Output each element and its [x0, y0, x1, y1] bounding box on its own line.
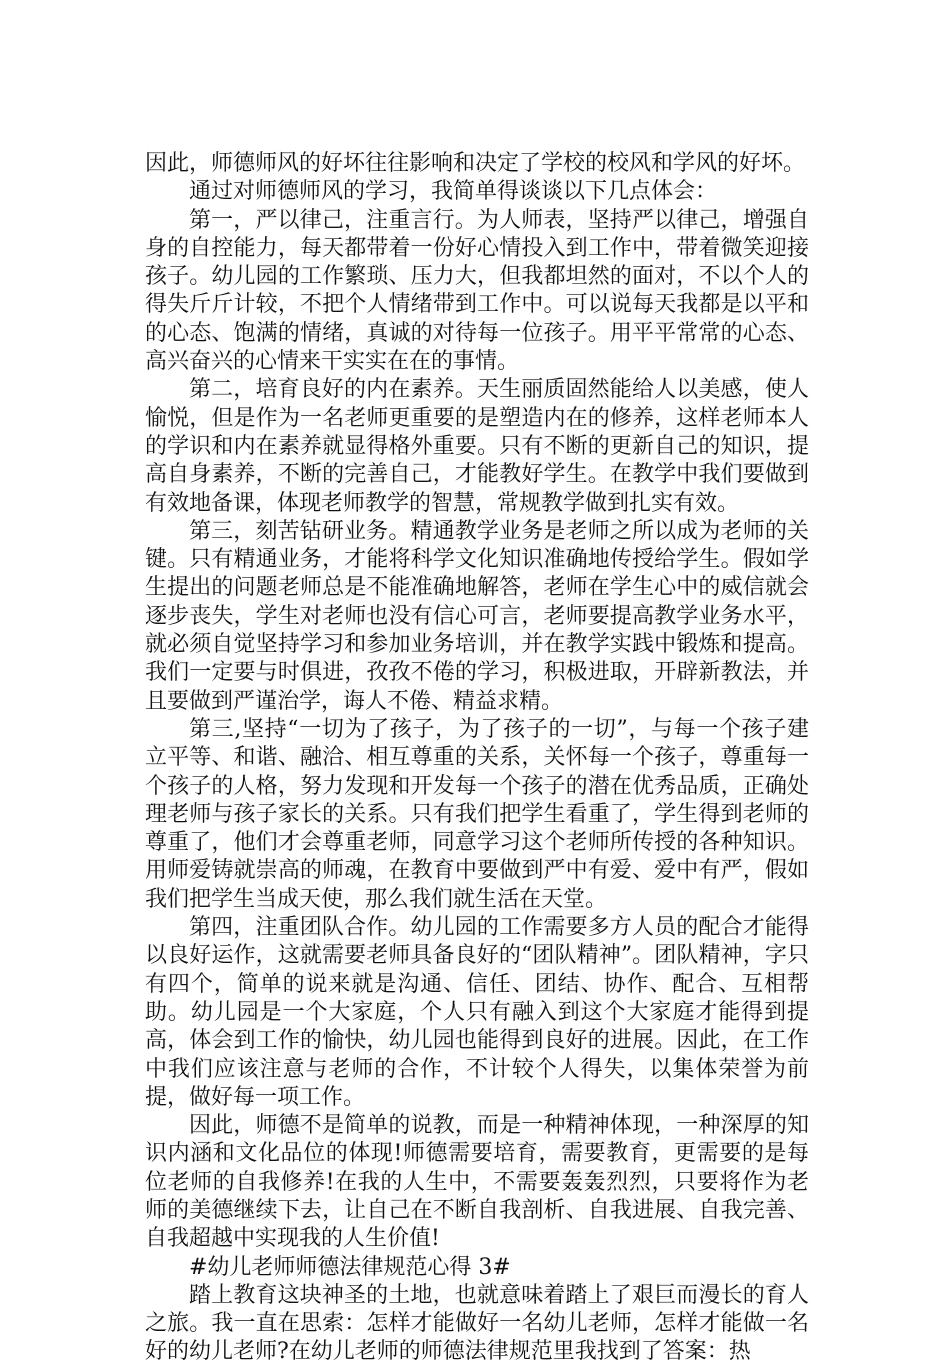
paragraph-point-two: 第二，培育良好的内在素养。天生丽质固然能给人以美感，使人愉悦，但是作为一名老师更重要的是塑造内在的修养，这样老师本人的学识和内在素养就显得格外重要。只有不断的更新自己的知识，提高自身素养，不断的完善自己，才能教好学生。在教学中我们要做到有效地备课，体现老师教学的智慧，常规教学做到扎实有效。 — [145, 377, 809, 516]
paragraph-point-three-b: 第三,坚持“一切为了孩子，为了孩子的一切”，与每一个孩子建立平等、和谐、融洽、相互尊重的关系，关怀每一个孩子，尊重每一个孩子的人格，努力发现和开发每一个孩子的潜在优秀品质，正确处理老师与孩子家长的关系。只有我们把学生看重了，学生得到老师的尊重了，他们才会尊重老师，同意学习这个老师所传授的各种知识。用师爱铸就崇高的师魂，在教育中要做到严中有爱、爱中有严，假如我们把学生当成天使，那么我们就生活在天堂。 — [145, 716, 809, 912]
paragraph-section-three: 踏上教育这块神圣的土地，也就意味着踏上了艰巨而漫长的育人之旅。我一直在思索：怎样才能做好一名幼儿老师，怎样才能做一名好的幼儿老师?在幼儿老师的师德法律规范里我找到了答案：热 — [145, 1282, 809, 1365]
paragraph-conclusion: 因此，师德不是简单的说教，而是一种精神体现，一种深厚的知识内涵和文化品位的体现!师德需要培育，需要教育，更需要的是每位老师的自我修养!在我的人生中，不需要轰轰烈烈，只要将作为老师的美德继续下去，让自己在不断自我剖析、自我进展、自我完善、自我超越中实现我的人生价值! — [145, 1113, 809, 1252]
paragraph-lead-in: 通过对师德师风的学习，我简单得谈谈以下几点体会： — [189, 179, 718, 205]
section-heading: #幼儿老师师德法律规范心得 3# — [189, 1254, 511, 1280]
paragraph-point-three-a: 第三，刻苦钻研业务。精通教学业务是老师之所以成为老师的关键。只有精通业务，才能将科学文化知识准确地传授给学生。假如学生提出的问题老师总是不能准确地解答，老师在学生心中的威信就会逐步丧失，学生对老师也没有信心可言，老师要提高教学业务水平，就必须自觉坚持学习和参加业务培训，并在教学实践中锻炼和提高。我们一定要与时俱进，孜孜不倦的学习，积极进取，开辟新教法，并且要做到严谨治学，诲人不倦、精益求精。 — [145, 518, 809, 714]
document-page — [145, 150, 809, 1367]
paragraph-point-four: 第四，注重团队合作。幼儿园的工作需要多方人员的配合才能得以良好运作，这就需要老师具备良好的“团队精神”。团队精神，字只有四个，简单的说来就是沟通、信任、团结、协作、配合、互相帮助。幼儿园是一个大家庭，个人只有融入到这个大家庭才能得到提高，体会到工作的愉快，幼儿园也能得到良好的进展。因此，在工作中我们应该注意与老师的合作，不计较个人得失，以集体荣誉为前提，做好每一项工作。 — [145, 915, 809, 1110]
paragraph-intro: 因此，师德师风的好坏往往影响和决定了学校的校风和学风的好坏。 — [145, 151, 806, 176]
paragraph-point-one: 第一，严以律己，注重言行。为人师表，坚持严以律己，增强自身的自控能力，每天都带着一份好心情投入到工作中，带着微笑迎接孩子。幼儿园的工作繁琐、压力大，但我都坦然的面对，不以个人的得失斤斤计较，不把个人情绪带到工作中。可以说每天我都是以平和的心态、饱满的情绪，真诚的对待每一位孩子。用平平常常的心态、高兴奋兴的心情来干实实在在的事情。 — [145, 207, 809, 375]
